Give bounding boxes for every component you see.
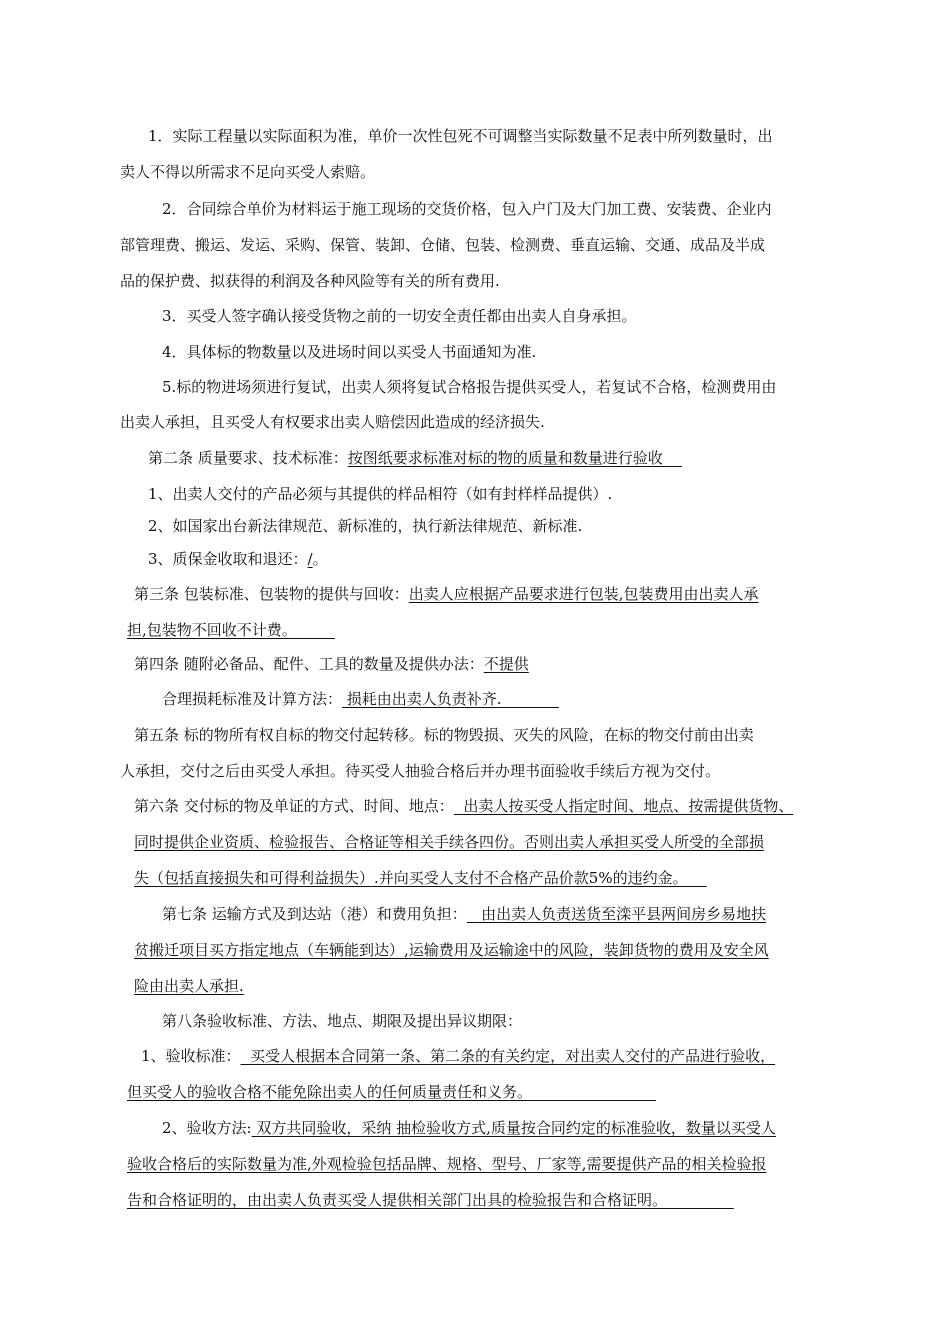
text-run: 第三条 包装标准、包装物的提供与回收： (134, 585, 409, 603)
text-line (127, 1154, 767, 1174)
text-run: 第四条 随附必备品、配件、工具的数量及提供办法： (134, 655, 484, 673)
text-line (120, 412, 545, 432)
text-run: 4．具体标的物数量以及进场时间以买受人书面通知为准. (162, 343, 537, 361)
underlined-field: 但买受人的验收合格不能免除出卖人的任何质量责任和义务。 (127, 1083, 656, 1101)
text-line (134, 832, 764, 852)
text-run: 5.标的物进场须进行复试，出卖人须将复试合格报告提供买受人，若复试不合格，检测费用由 (162, 378, 777, 396)
underlined-field: 不提供 (483, 655, 529, 673)
text-run: 卖人不得以所需求不足向买受人索赔。 (120, 163, 376, 181)
text-line (127, 1082, 656, 1102)
text-line (162, 306, 637, 326)
text-line (127, 1190, 734, 1210)
text-line (134, 976, 244, 996)
text-run: 部管理费、搬运、发运、采购、保管、装卸、仓储、包装、检测费、垂直运输、交通、成品及半成 (120, 236, 766, 254)
text-run: 品的保护费、拟获得的利润及各种风险等有关的所有费用. (120, 272, 500, 290)
text-line (148, 484, 612, 504)
text-line (134, 868, 707, 888)
article-3-line (134, 584, 759, 604)
text-line (120, 162, 375, 182)
text-line (120, 761, 720, 781)
underlined-field: 由出卖人负责送货至滦平县两间房乡易地扶 (466, 905, 767, 923)
text-run: 第八条验收标准、方法、地点、期限及提出异议期限： (162, 1012, 523, 1030)
text-line (162, 199, 772, 219)
text-line (127, 620, 335, 640)
text-run: 。 (312, 550, 328, 568)
text-run: 人承担，交付之后由买受人承担。待买受人抽验合格后并办理书面验收手续后方视为交付。 (120, 762, 721, 780)
text-line (162, 342, 536, 362)
text-run: 第二条 质量要求、技术标准： (148, 449, 348, 467)
text-run: 2、验收方法: (162, 1119, 252, 1137)
text-run: 合理损耗标准及计算方法： (162, 690, 343, 708)
text-run: 2、如国家出台新法律规范、新标准的，执行新法律规范、新标准. (148, 517, 583, 535)
underlined-field: 失（包括直接损失和可得利益损失）.并向买受人支付不合格产品价款5%的违约金。 (134, 869, 707, 887)
underlined-field: 贫搬迁项目买方指定地点（车辆能到达）,运输费用及运输途中的风险，装卸货物的费用及安全风 (134, 941, 769, 959)
text-line (162, 689, 559, 709)
underlined-field: 双方共同验收，采纳 抽检验收方式,质量按合同约定的标准验收，数量以买受人 (251, 1119, 776, 1137)
underlined-field: 出卖人应根据产品要求进行包装,包装费用由出卖人承 (408, 585, 759, 603)
article-8-line (162, 1011, 522, 1031)
text-line (134, 940, 769, 960)
text-run: 1．实际工程量以实际面积为准，单价一次性包死不可调整当实际数量不足表中所列数量时，出 (148, 127, 773, 145)
text-run: 第六条 交付标的物及单证的方式、时间、地点： (134, 797, 454, 815)
text-line (162, 1118, 776, 1138)
text-run: 3．买受人签字确认接受货物之前的一切安全责任都由出卖人自身承担。 (162, 307, 637, 325)
underlined-field: 按图纸要求标准对标的物的质量和数量进行验收 (347, 449, 682, 467)
text-line (148, 126, 773, 146)
text-line (120, 271, 500, 291)
underlined-field: 同时提供企业资质、检验报告、合格证等相关手续各四份。否则出卖人承担买受人所受的全部损 (134, 833, 765, 851)
underlined-field: 险由出卖人承担. (134, 977, 244, 995)
text-line (141, 1046, 775, 1066)
text-run: 出卖人承担，且买受人有权要求出卖人赔偿因此造成的经济损失. (120, 413, 545, 431)
text-run: 3、质保金收取和退还： (148, 550, 308, 568)
text-line (120, 235, 765, 255)
article-2-line (148, 448, 682, 468)
article-5-line (134, 725, 754, 745)
text-run: 1、出卖人交付的产品必须与其提供的样品相符（如有封样样品提供）. (148, 485, 613, 503)
text-line (148, 549, 328, 569)
underlined-field: 买受人根据本合同第一条、第二条的有关约定，对出卖人交付的产品进行验收， (240, 1047, 776, 1065)
text-line (162, 377, 776, 397)
text-line (148, 516, 582, 536)
text-run: 2．合同综合单价为材料运于施工现场的交货价格，包入户门及大门加工费、安装费、企业内 (162, 200, 772, 218)
article-6-line (134, 796, 793, 816)
underlined-field: 损耗由出卖人负责补齐. (342, 690, 559, 708)
underlined-field: 验收合格后的实际数量为准,外观检验包括品牌、规格、型号、厂家等,需要提供产品的相关检验报 (127, 1155, 767, 1173)
underlined-field: / (307, 550, 313, 568)
article-7-line (162, 904, 766, 924)
underlined-field: 担,包装物不回收不计费。 (127, 621, 335, 639)
text-run: 第五条 标的物所有权自标的物交付起转移。标的物毁损、灭失的风险，在标的物交付前由出卖 (134, 726, 754, 744)
underlined-field: 告和合格证明的，由出卖人负责买受人提供相关部门出具的检验报告和合格证明。 (127, 1191, 734, 1209)
text-run: 第七条 运输方式及到达站（港）和费用负担： (162, 905, 467, 923)
text-run: 1、验收标准： (141, 1047, 241, 1065)
underlined-field: 出卖人按买受人指定时间、地点、按需提供货物、 (453, 797, 794, 815)
article-4-line (134, 654, 529, 674)
